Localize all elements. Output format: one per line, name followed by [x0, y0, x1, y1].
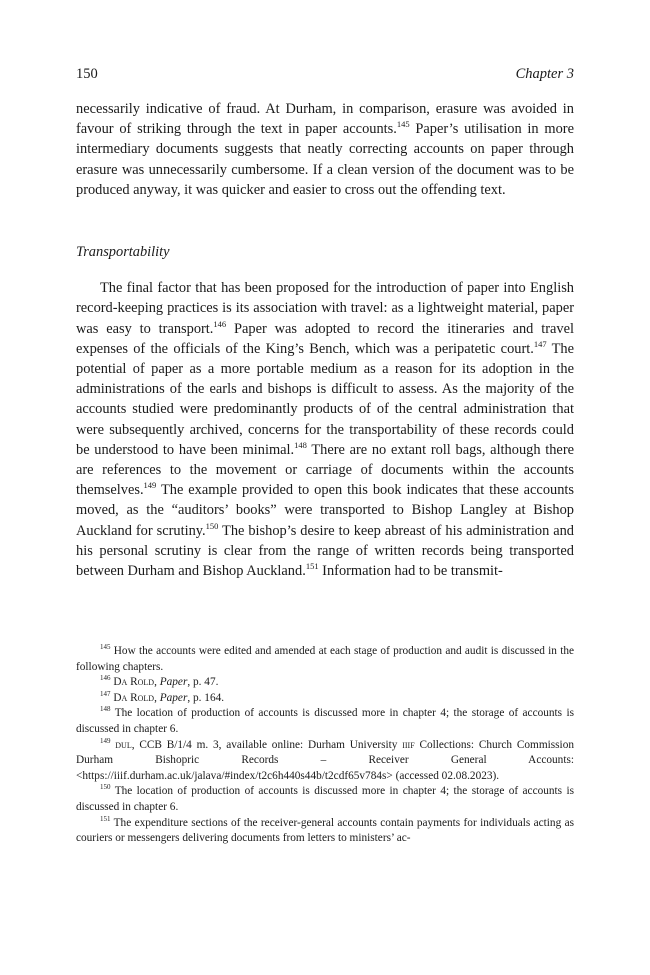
footnote-151: $^{151}$ The expenditure sections of the receiver-general accounts contain payments for individuals acting as couriers or messengers delivering documents from letters to ministers’ ac-: [76, 814, 574, 845]
footnote-ref-149[interactable]: 149: [143, 480, 157, 491]
footnote-150: $^{150}$ The location of production of accounts is discussed more in chapter 4; the storage of accounts is discussed in chapter 6.: [76, 783, 574, 813]
main-text: [76, 99, 574, 581]
footnote-148: $^{148}$ The location of production of accounts is discussed more in chapter 4; the storage of accounts is discussed in chapter 6.: [76, 705, 574, 735]
footnote-ref-145[interactable]: 145: [396, 119, 410, 130]
footnote-ref-151[interactable]: 151: [305, 561, 319, 572]
chapter-label: Chapter 3: [515, 66, 574, 82]
footnotes: [76, 644, 574, 847]
section-heading: Transportability: [76, 244, 170, 261]
footnote-ref-148[interactable]: 148: [294, 440, 307, 451]
footnote-145: $^{145}$ How the accounts were edited and amended at each stage of production and audit is discussed in the following chapters.: [76, 643, 574, 673]
footnote-149-link-text[interactable]: Collections: Church Commission Durham Bishopric Records – Receiver General Accounts: <https://iiif.durham.ac.uk/jalava/#index/t2c6h440s44b/t2cdf65v784s> (accessed 02.08.2023).: [76, 738, 574, 782]
footnote-147: $^{147}$ Da Rold, Paper, p. 164.: [100, 690, 225, 704]
running-header: [76, 66, 574, 83]
footnote-ref-147[interactable]: 147: [533, 339, 547, 350]
footnote-146: $^{146}$ Da Rold, Paper, p. 47.: [100, 674, 219, 689]
paragraph-1: necessarily indicative of fraud. At Durham, in comparison, erasure was avoided in favour of striking through the text in paper accounts.$^{145}$ Paper’s utilisation in more intermediary documents suggests that neatly correcting accounts on paper through erasure was unnecessarily cumbersome. If a clean version of the document was to be produced anyway, it was quicker and easier to cross out the offending text.: [76, 101, 574, 198]
footnote-ref-150[interactable]: 150: [205, 520, 219, 531]
footnote-ref-146[interactable]: 146: [213, 318, 227, 329]
page-number: 150: [76, 66, 98, 82]
paragraph-2: The final factor that has been proposed for the introduction of paper into English record-keeping practices is its association with travel: as a lightweight material, paper was easy to transport.$^{146}$ Paper was adopted to record the itineraries and travel expenses of the officials of the King’s Bench, which was a peripatetic court.$^{147}$ The potential of paper as a more portable medium as a reason for its adoption in the administrations of the earls and bishops is difficult to assess. As the majority of the accounts studied were predominantly products of of the central administration that were subsequently archived, concerns for the transportability of these records could be understood to have been minimal.$^{148}$ There are no extant roll bags, although there are references to the movement or carriage of documents within the accounts themselves.$^{149}$ The example provided to open this book indicates that these accounts moved, as the “auditors’ books” were transported to Bishop Langley at Bishop Auckland for scrutiny.$^{150}$ The bishop’s desire to keep abreast of his administration and his personal scrutiny is clear from the range of written records being transported between Durham and Bishop Auckland.$^{151}$ Information had to be transmit-: [76, 280, 574, 580]
footnote-149: $^{149}$ dul, CCB B/1/4 m. 3, available online: Durham University iiif Collections: Church Commission Durham Bishopric Records – Receiver General Accounts: <https://iiif.durham.ac.uk/jalava/#index/t2c6h440s44b/t2cdf65v784s> (accessed 02.08.2023).: [76, 736, 574, 782]
